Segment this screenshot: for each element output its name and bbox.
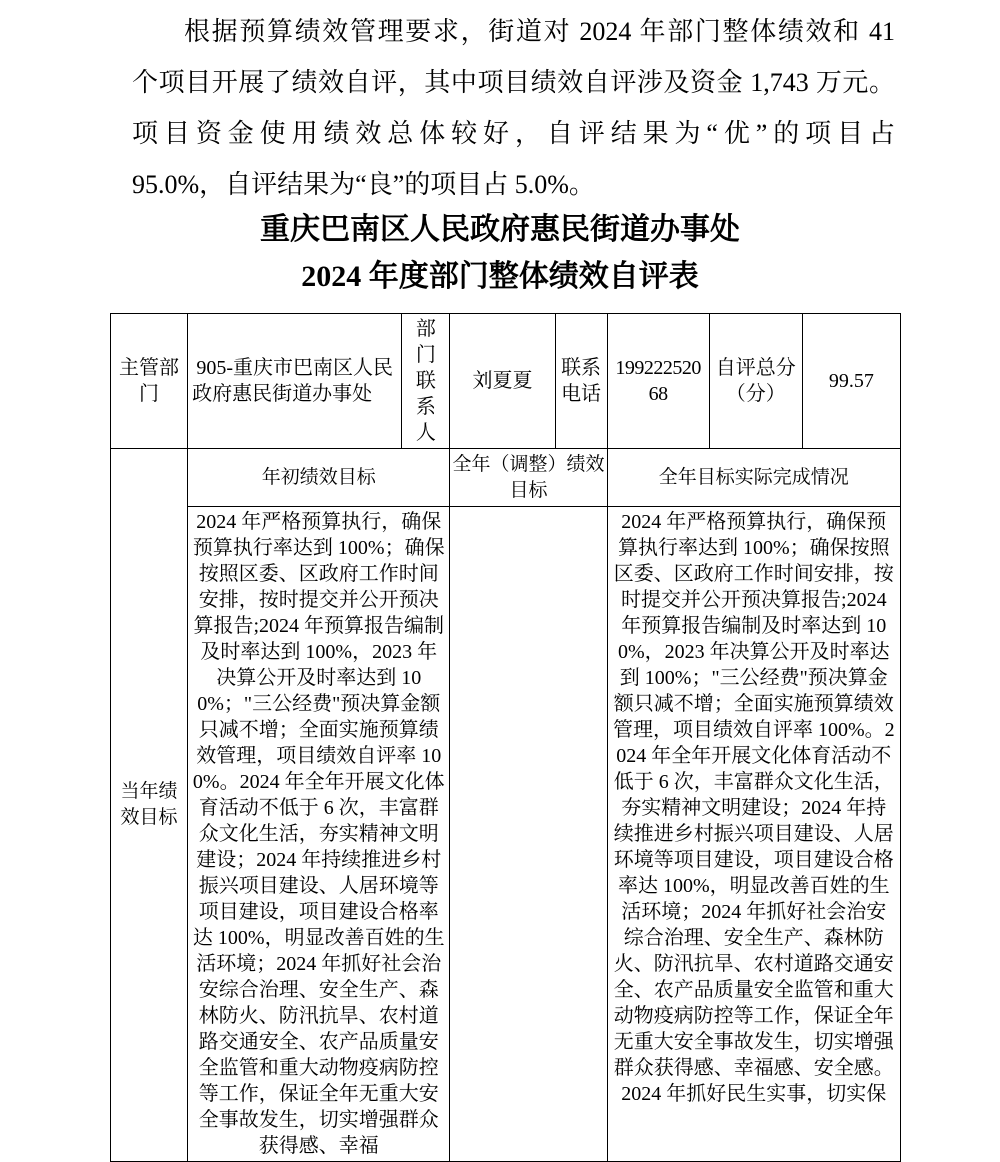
adjusted-goal-text-cell [450, 507, 607, 1162]
performance-self-eval-table [110, 313, 901, 1162]
contact-label-cell: 部门联系人 [402, 314, 450, 449]
initial-goal-header-cell: 年初绩效目标 [188, 449, 450, 507]
current-year-goal-label-cell: 当年绩效目标 [111, 449, 188, 1162]
doc-title-line-1: 重庆巴南区人民政府惠民街道办事处 [260, 213, 740, 246]
adjusted-goal-header-cell: 全年（调整）绩效目标 [450, 449, 607, 507]
intro-line-2: 个项目开展了绩效自评，其中项目绩效自评涉及资金 1,743 万元。 [132, 68, 895, 97]
table-row-header-info [111, 314, 901, 449]
doc-title-line-2: 2024 年度部门整体绩效自评表 [301, 260, 699, 293]
doc-title [0, 206, 1000, 300]
dept-label-cell: 主管部门 [111, 314, 188, 449]
table-row-goal-content [111, 507, 901, 1162]
score-label-cell: 自评总分（分） [709, 314, 802, 449]
score-value-cell: 99.57 [802, 314, 900, 449]
table-row-goal-headers [111, 449, 901, 507]
phone-label-cell: 联系电话 [555, 314, 607, 449]
completion-text-cell: 2024 年严格预算执行，确保预算执行率达到 100%；确保按照区委、区政府工作时间安排，按时提交并公开预决算报告;2024 年预算报告编制及时率达到 100%，2023 年决算公开及时率达到 100%；"三公经费"预决算金额只减不增；全面实施预算绩效管理，项目绩效自评率 100%。2024 年全年开展文化体育活动不低于 6 次，丰富群众文化生活，夯实精神文明建设；2024 年持续推进乡村振兴项目建设、人居环境等项目建设，项目建设合格率达 100%，明显改善百姓的生活环境；2024 年抓好社会治安综合治理、安全生产、森林防火、防汛抗旱、农村道路交通安全、农产品质量安全监管和重大动物疫病防控等工作，保证全年无重大安全事故发生，切实增强群众获得感、幸福感、安全感。2024 年抓好民生实事，切实保 [607, 507, 900, 1162]
initial-goal-text-cell: 2024 年严格预算执行，确保预算执行率达到 100%；确保按照区委、区政府工作时间安排，按时提交并公开预决算报告;2024 年预算报告编制及时率达到 100%，2023 年决算公开及时率达到 100%；"三公经费"预决算金额只减不增；全面实施预算绩效管理，项目绩效自评率 100%。2024 年全年开展文化体育活动不低于 6 次，丰富群众文化生活，夯实精神文明建设；2024 年持续推进乡村振兴项目建设、人居环境等项目建设，项目建设合格率达 100%，明显改善百姓的生活环境；2024 年抓好社会治安综合治理、安全生产、森林防火、防汛抗旱、农村道路交通安全、农产品质量安全监管和重大动物疫病防控等工作，保证全年无重大安全事故发生，切实增强群众获得感、幸福 [188, 507, 450, 1162]
completion-header-cell: 全年目标实际完成情况 [607, 449, 900, 507]
intro-paragraph [132, 6, 895, 210]
intro-line-3: 项目资金使用绩效总体较好，自评结果为“优”的项目占 [132, 119, 895, 148]
dept-value-cell: 905-重庆市巴南区人民政府惠民街道办事处 [188, 314, 402, 449]
phone-value-cell: 19922252068 [607, 314, 709, 449]
contact-value-cell: 刘夏夏 [450, 314, 555, 449]
intro-line-4: 95.0%，自评结果为“良”的项目占 5.0%。 [132, 170, 595, 199]
intro-line-1: 根据预算绩效管理要求，街道对 2024 年部门整体绩效和 41 [184, 17, 895, 46]
